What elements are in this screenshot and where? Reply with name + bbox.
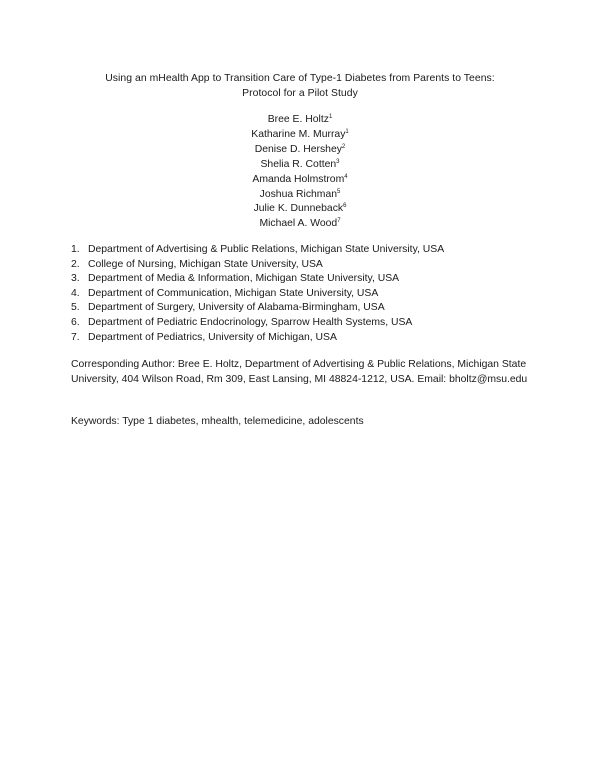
author: [150, 143, 450, 158]
affiliation-text: Department of Pediatrics, University of Michigan, USA: [88, 331, 337, 343]
author-name: Amanda Holmstrom: [252, 173, 345, 185]
author-name: Shelia R. Cotten: [260, 158, 337, 170]
affiliation-text: Department of Media & Information, Michigan State University, USA: [88, 273, 400, 285]
affiliation-item: [71, 258, 541, 273]
paper-title-line-2: Protocol for a Pilot Study: [242, 88, 358, 99]
author-affiliation-marker: 4: [344, 173, 348, 180]
affiliation-text: Department of Surgery, University of Alabama-Birmingham, USA: [88, 302, 385, 314]
affiliation-item: [71, 301, 541, 316]
author-name: Bree E. Holtz: [267, 114, 329, 125]
author: [150, 158, 450, 173]
affiliation-text: Department of Pediatric Endocrinology, Sparrow Health Systems, USA: [88, 316, 413, 328]
author-affiliation-marker: 5: [337, 188, 341, 195]
author: [150, 113, 450, 128]
paper-title: [60, 71, 540, 101]
author-name: Denise D. Hershey: [254, 143, 342, 155]
affiliation-number: 1.: [71, 244, 80, 255]
affiliation-text: Department of Communication, Michigan State University, USA: [88, 287, 379, 299]
affiliation-list: [71, 243, 541, 345]
author-affiliation-marker: 7: [337, 218, 341, 225]
author: [150, 202, 450, 217]
author-affiliation-marker: 3: [336, 158, 340, 165]
author-affiliation-marker: 6: [343, 203, 347, 210]
author-name: Michael A. Wood: [259, 218, 338, 230]
author-name: Joshua Richman: [259, 188, 338, 200]
affiliation-text: Department of Advertising & Public Relations, Michigan State University, USA: [88, 244, 445, 255]
author: [150, 128, 450, 143]
affiliation-number: 4.: [71, 287, 80, 299]
affiliation-number: 7.: [71, 331, 80, 343]
author: [150, 173, 450, 188]
author: [150, 217, 450, 232]
affiliation-item: [71, 272, 541, 287]
author-affiliation-marker: 2: [341, 143, 346, 150]
author-affiliation-marker: 1: [328, 114, 333, 120]
affiliation-number: 5.: [71, 302, 80, 314]
corresponding-author: Corresponding Author: Bree E. Holtz, Department of Advertising & Public Relations, Michigan State University, 404 Wilson Road, Rm 309, East Lansing, MI 48824-1212, USA. Email: bholtz@msu.edu: [71, 359, 528, 385]
author: [150, 188, 450, 203]
affiliation-item: [71, 331, 541, 346]
author-list: [150, 113, 450, 232]
affiliation-number: 6.: [71, 316, 80, 328]
affiliation-text: College of Nursing, Michigan State University, USA: [88, 258, 323, 270]
affiliation-item: [71, 316, 541, 331]
keywords: Keywords: Type 1 diabetes, mhealth, telemedicine, adolescents: [71, 416, 364, 427]
author-affiliation-marker: 1: [345, 128, 349, 135]
author-name: Katharine M. Murray: [251, 128, 346, 140]
affiliation-item: [71, 243, 541, 258]
author-name: Julie K. Dunneback: [253, 203, 344, 215]
affiliation-item: [71, 287, 541, 302]
affiliation-number: 3.: [71, 273, 80, 285]
affiliation-number: 2.: [71, 258, 80, 270]
paper-title-line-1: Using an mHealth App to Transition Care of Type-1 Diabetes from Parents to Teens:: [105, 73, 495, 84]
